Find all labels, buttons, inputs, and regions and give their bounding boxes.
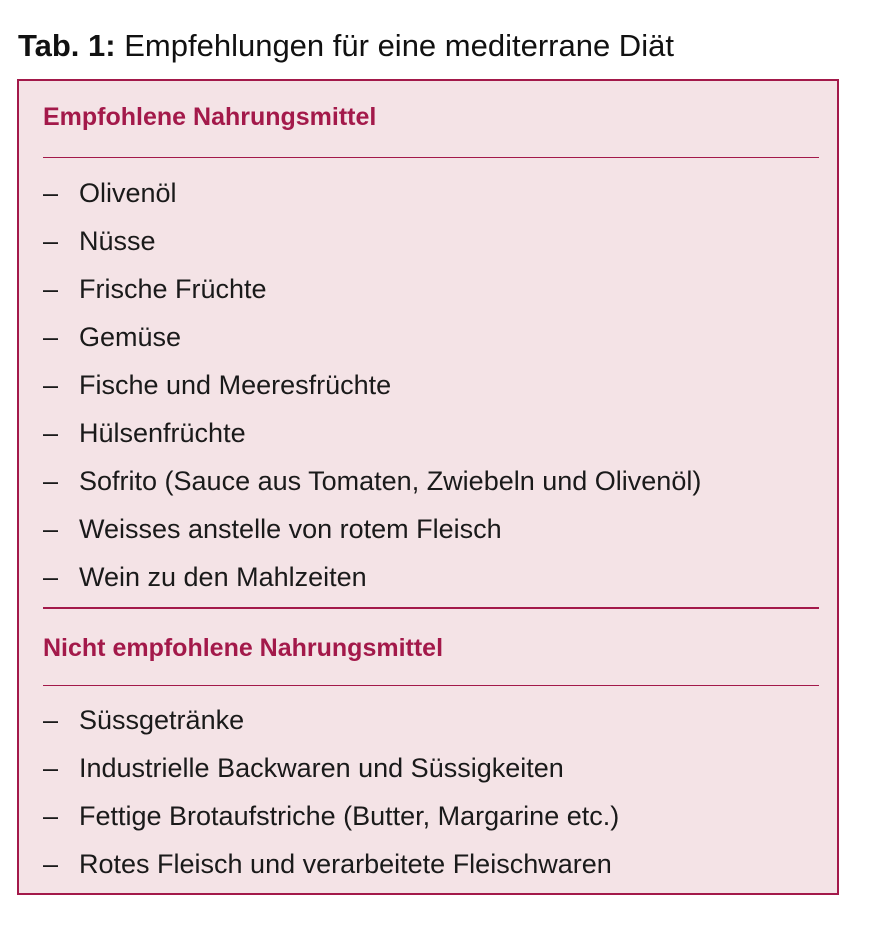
list-item (43, 561, 701, 609)
bullet-dash: – (43, 322, 59, 352)
list-item-text: Süssgetränke (79, 705, 245, 735)
list-item-text: Nüsse (79, 226, 156, 256)
list-item-text: Sofrito (Sauce aus Tomaten, Zwiebeln und Olivenöl) (79, 466, 702, 496)
bullet-dash: – (43, 514, 59, 544)
section-heading-not-recommended: Nicht empfohlene Nahrungsmittel (43, 634, 444, 662)
bullet-dash: – (43, 466, 59, 496)
section-divider (43, 685, 819, 686)
list-item (43, 273, 701, 321)
not-recommended-list (43, 704, 619, 896)
bullet-dash: – (43, 801, 59, 831)
table-title (18, 26, 674, 66)
list-item-text: Industrielle Backwaren und Süssigkeiten (79, 753, 564, 783)
list-item (43, 752, 619, 800)
bullet-dash: – (43, 849, 59, 879)
list-item (43, 513, 701, 561)
section-separator (43, 607, 819, 609)
list-item (43, 704, 619, 752)
list-item-text: Hülsenfrüchte (79, 418, 246, 448)
table-title-text: Empfehlungen für eine mediterrane Diät (124, 28, 674, 63)
section-divider (43, 157, 819, 158)
list-item-text: Weisses anstelle von rotem Fleisch (79, 514, 502, 544)
list-item-text: Wein zu den Mahlzeiten (79, 562, 367, 592)
list-item-text: Frische Früchte (79, 274, 267, 304)
bullet-dash: – (43, 370, 59, 400)
list-item-text: Fettige Brotaufstriche (Butter, Margarine etc.) (79, 801, 620, 831)
recommendation-table (17, 79, 839, 895)
list-item (43, 369, 701, 417)
bullet-dash: – (43, 705, 59, 735)
list-item (43, 800, 619, 848)
list-item (43, 848, 619, 896)
list-item (43, 177, 701, 225)
list-item (43, 321, 701, 369)
table-number-label: Tab. 1: (18, 28, 116, 63)
bullet-dash: – (43, 226, 59, 256)
list-item-text: Fische und Meeresfrüchte (79, 370, 392, 400)
bullet-dash: – (43, 753, 59, 783)
list-item (43, 417, 701, 465)
list-item (43, 465, 701, 513)
section-heading-recommended: Empfohlene Nahrungsmittel (43, 103, 377, 131)
list-item-text: Gemüse (79, 322, 182, 352)
list-item-text: Olivenöl (79, 178, 177, 208)
list-item-text: Rotes Fleisch und verarbeitete Fleischwaren (79, 849, 612, 879)
recommended-list (43, 177, 701, 609)
bullet-dash: – (43, 562, 59, 592)
bullet-dash: – (43, 178, 59, 208)
list-item (43, 225, 701, 273)
bullet-dash: – (43, 274, 59, 304)
bullet-dash: – (43, 418, 59, 448)
